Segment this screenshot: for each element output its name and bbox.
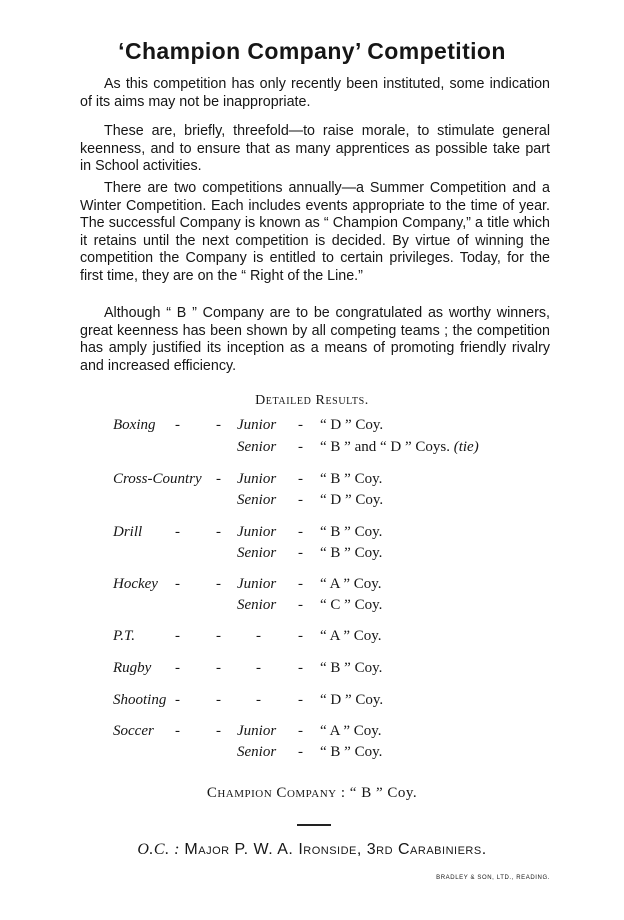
result-dash: - <box>175 660 180 676</box>
result-value: “ D ” Coy. <box>320 417 384 433</box>
result-value: “ D ” Coy. <box>320 692 384 708</box>
result-dash: - <box>298 576 303 592</box>
result-dash: - <box>298 524 303 540</box>
result-dash: - <box>298 628 303 644</box>
printer-imprint: BRADLEY & SON, LTD., READING. <box>436 875 550 881</box>
result-dash: - <box>298 545 303 561</box>
champion-value: “ B ” Coy. <box>349 785 418 801</box>
result-category: Junior <box>237 417 277 433</box>
result-category: Junior <box>237 576 277 592</box>
result-dash: - <box>298 744 303 760</box>
results-heading: Detailed Results. <box>255 393 369 408</box>
result-dash: - <box>298 471 303 487</box>
result-dash: - <box>216 576 221 592</box>
result-sport: Soccer <box>113 723 154 739</box>
result-dash: - <box>216 723 221 739</box>
page-title: ‘Champion Company’ Competition <box>118 38 506 64</box>
result-value: “ D ” Coy. <box>320 492 384 508</box>
result-dash: - <box>298 417 303 433</box>
champion-line <box>0 785 624 802</box>
result-dash: - <box>175 417 180 433</box>
result-category: Senior <box>237 744 277 760</box>
result-sport: Cross-Country <box>113 471 202 487</box>
result-dash: - <box>256 692 261 708</box>
result-dash: - <box>216 660 221 676</box>
result-value: “ A ” Coy. <box>320 576 382 592</box>
result-category: Junior <box>237 723 277 739</box>
paragraph-threefold: These are, briefly, threefold—to raise morale, to stimulate general keenness, and to ensure that as many apprentices as possible take part in School activities. <box>80 123 550 174</box>
result-value: “ B ” Coy. <box>320 660 383 676</box>
champion-label: Champion Company : <box>206 785 346 801</box>
result-category: Senior <box>237 545 277 561</box>
result-category: Senior <box>237 492 277 508</box>
oc-label: O.C. : <box>137 841 180 858</box>
paragraph-congratulations: Although “ B ” Company are to be congratulated as worthy winners, great keenness has been shown by all competing teams ; the competition has amply justified its inception as a means of promoting friendly rivalry and increased efficiency. <box>80 305 550 374</box>
divider-rule <box>297 824 331 826</box>
result-dash: - <box>256 660 261 676</box>
paragraph-aims: As this competition has only recently been instituted, some indication of its aims may not be inappropriate. <box>80 76 550 110</box>
result-dash: - <box>175 524 180 540</box>
result-category: Junior <box>237 471 277 487</box>
result-value: “ B ” Coy. <box>320 545 383 561</box>
result-dash: - <box>216 417 221 433</box>
oc-line <box>0 841 624 859</box>
result-sport: P.T. <box>113 628 135 644</box>
result-value: “ C ” Coy. <box>320 597 383 613</box>
result-sport: Shooting <box>113 692 167 708</box>
result-dash: - <box>175 576 180 592</box>
result-dash: - <box>298 597 303 613</box>
result-dash: - <box>298 492 303 508</box>
result-sport: Boxing <box>113 417 156 433</box>
result-dash: - <box>298 439 303 455</box>
result-dash: - <box>175 723 180 739</box>
result-sport: Drill <box>113 524 143 540</box>
result-category: Junior <box>237 524 277 540</box>
result-category: Senior <box>237 597 277 613</box>
tie-note: (tie) <box>453 439 479 455</box>
result-sport: Rugby <box>113 660 152 676</box>
paragraph-competitions: There are two competitions annually—a Summer Competition and a Winter Competition. Each includes events appropriate to the time of year. The successful Company is known as “ Champion Company,” a title which it retains until the next competition is decided. By virtue of winning the competition the Company is entitled to certain privileges. Today, for the first time, they are on the “ Right of the Line.” <box>80 180 550 284</box>
oc-name: Major P. W. A. Ironside, 3rd Carabiniers. <box>184 841 487 858</box>
result-value: “ B ” Coy. <box>320 471 383 487</box>
result-value: “ B ” Coy. <box>320 524 383 540</box>
result-value: “ A ” Coy. <box>320 723 382 739</box>
result-value: “ B ” and “ D ” Coys. (tie) <box>320 439 479 455</box>
result-dash: - <box>216 471 221 487</box>
result-sport: Hockey <box>113 576 158 592</box>
result-dash: - <box>175 628 180 644</box>
result-value: “ B ” Coy. <box>320 744 383 760</box>
result-dash: - <box>298 692 303 708</box>
result-value: “ A ” Coy. <box>320 628 382 644</box>
result-dash: - <box>298 660 303 676</box>
result-dash: - <box>175 692 180 708</box>
result-dash: - <box>216 524 221 540</box>
result-dash: - <box>256 628 261 644</box>
result-dash: - <box>298 723 303 739</box>
result-dash: - <box>216 692 221 708</box>
result-category: Senior <box>237 439 277 455</box>
result-dash: - <box>216 628 221 644</box>
